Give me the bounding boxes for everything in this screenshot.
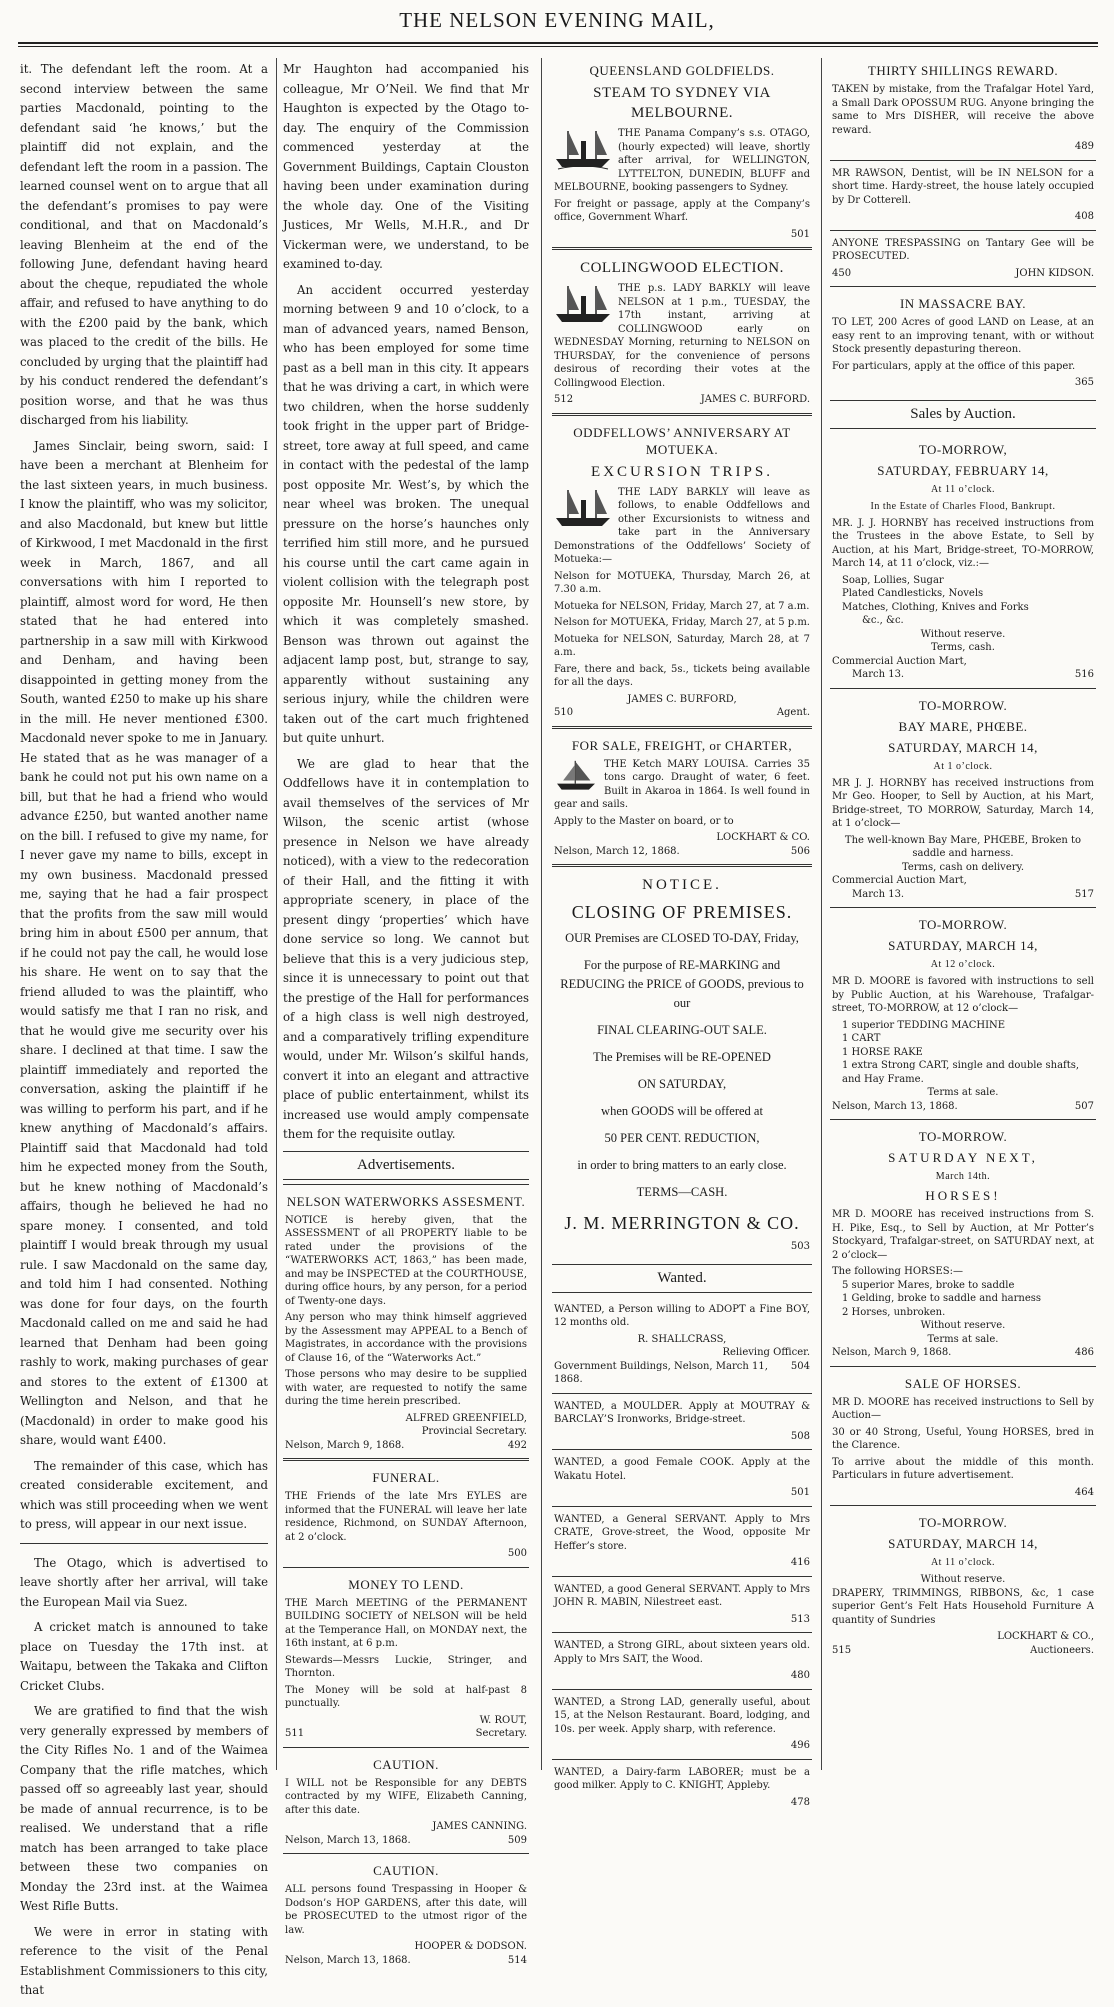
ad-signature-title: Agent. xyxy=(776,707,810,718)
column-3 xyxy=(552,60,812,1815)
masthead: THE NELSON EVENING MAIL, xyxy=(399,8,715,32)
notice-line: ON SATURDAY, xyxy=(637,1077,727,1091)
auction-terms: Terms, cash on delivery. xyxy=(901,861,1025,873)
auction-date: SATURDAY, FEBRUARY 14, xyxy=(877,462,1049,478)
ad-signature: J. M. MERRINGTON & CO. xyxy=(564,1213,800,1233)
mary-louisa-ad xyxy=(552,726,812,865)
ad-title: NELSON WATERWORKS ASSESMENT. xyxy=(286,1193,526,1209)
ad-title: NOTICE. xyxy=(642,877,722,893)
auction-item: 1 Gelding, broke to saddle and harness xyxy=(842,1293,1041,1304)
auction-item: 2 Horses, unbroken. xyxy=(842,1306,946,1318)
ad-body: 30 or 40 Strong, Useful, Young HORSES, bred in the Clarence. xyxy=(832,1426,1094,1451)
ad-number: 504 xyxy=(790,1360,810,1372)
auction-item: 1 HORSE RAKE xyxy=(842,1046,923,1058)
ad-body: For freight or passage, apply at the Company’s office, Government Wharf. xyxy=(554,198,810,223)
ad-body: THE March MEETING of the PERMANENT BUILDING SOCIETY of NELSON will be held at the Temperance Hall, on MONDAY next, the 16th instant, at 6 p.m. xyxy=(285,1597,527,1649)
auction-lead: The following HORSES:— xyxy=(832,1266,963,1277)
wanted-ad xyxy=(552,1449,812,1506)
ad-body: MR J. J. HORNBY has received instructions from Mr Geo. Hooper, to Sell by Auction, at his Mart, Bridge-street, TO MORROW, Saturday, March 14, at 1 o’clock— xyxy=(832,777,1094,829)
ad-number: 516 xyxy=(1074,669,1094,680)
auction-title: HORSES! xyxy=(925,1188,1001,1203)
bay-mare-auction xyxy=(830,688,1096,908)
column-2 xyxy=(283,60,529,1973)
article-paragraph: An accident occurred yesterday morning between 9 and 10 o’clock, to a man of advanced years, named Benson, who has been employed for some time past as a bell man in this city. It appears that he was driving a cart, in which were two children, when the horse suddenly took fright in the upper part of Bridge-street, tore away at full speed, and came in contact with the pedestal of the lamp post opposite Mr. West’s, by which the near wheel was broken. The unequal pressure on the horse’s haunches only terrified him still more, and he pursued his course until the cart came again in violent collision with the telegraph post opposite Mr. Hounsell’s new store, by which it was completely smashed. Benson was thrown out against the adjacent lamp post, but, strange to say, apparently without sustaining any serious injury, while the children were taken out of the cart much frightened but quite unhurt. xyxy=(283,282,529,745)
ad-signature: JAMES C. BURFORD, xyxy=(627,693,737,705)
caution-hooper-ad xyxy=(283,1853,529,1973)
money-to-lend-ad xyxy=(283,1567,529,1747)
ad-number: 501 xyxy=(790,1487,810,1498)
auction-reserve: Without reserve. xyxy=(920,1574,1006,1585)
auction-terms: Terms at sale. xyxy=(927,1087,999,1098)
auction-item: 1 extra Strong CART, single and double shafts, and Hay Frame. xyxy=(842,1060,1080,1085)
trespass-ad xyxy=(830,230,1096,287)
sale-of-horses-ad xyxy=(830,1366,1096,1506)
ad-signature: LOCKHART & CO. xyxy=(716,832,810,843)
notice-line: The Premises will be RE-OPENED xyxy=(593,1050,771,1064)
column-separator xyxy=(541,58,542,1770)
ad-body: WANTED, a Person willing to ADOPT a Fine BOY, 12 months old. xyxy=(554,1303,810,1328)
ad-subtitle: EXCURSION TRIPS. xyxy=(591,463,773,480)
auction-date: SATURDAY, MARCH 14, xyxy=(888,1536,1038,1551)
ad-number: 489 xyxy=(1074,141,1094,152)
news-paragraph: The Otago, which is advertised to leave shortly after her arrival, will take the European Mail via Suez. xyxy=(20,1555,268,1609)
ad-signature-title: Secretary. xyxy=(475,1728,527,1739)
ad-date: Nelson, March 12, 1868. xyxy=(554,845,680,857)
ad-body: Apply to the Master on board, or to xyxy=(554,815,734,827)
auction-title: BAY MARE, PHŒBE. xyxy=(898,718,1028,734)
auction-day: TO-MORROW. xyxy=(918,1515,1008,1530)
masthead-rule-thin xyxy=(18,46,1098,47)
ad-date: March 13. xyxy=(852,669,905,680)
notice-line: 50 PER CENT. REDUCTION, xyxy=(604,1131,760,1145)
auction-time: At 11 o’clock. xyxy=(930,1557,996,1568)
ad-title: THIRTY SHILLINGS REWARD. xyxy=(867,63,1059,78)
ad-number: 512 xyxy=(554,394,574,405)
ad-number: 507 xyxy=(1074,1100,1094,1112)
ad-number: 501 xyxy=(790,228,810,240)
column-separator xyxy=(821,58,822,1770)
column-separator xyxy=(276,58,277,1770)
wanted-heading: Wanted. xyxy=(552,1264,812,1293)
ad-date: Nelson, March 13, 1868. xyxy=(832,1100,958,1112)
ad-body: To arrive about the middle of this month. Particulars in future advertisement. xyxy=(832,1456,1094,1481)
wanted-ad xyxy=(552,1576,812,1633)
ad-signature: JAMES CANNING. xyxy=(432,1821,527,1832)
oddfellows-ad xyxy=(552,413,812,726)
thirty-shillings-ad xyxy=(830,62,1096,160)
notice-line: when GOODS will be offered at xyxy=(601,1104,763,1118)
auction-item: Soap, Lollies, Sugar xyxy=(842,574,944,586)
ad-headline: CLOSING OF PREMISES. xyxy=(571,902,793,922)
auction-date-short: March 14th. xyxy=(935,1171,991,1182)
auction-day: TO-MORROW. xyxy=(918,1129,1008,1144)
article-paragraph: The remainder of this case, which has created considerable excitement, and which was still proceeding when we went to press, will appear in our next issue. xyxy=(20,1458,268,1531)
ad-signature: JOHN KIDSON. xyxy=(1015,267,1094,279)
notice-line: For the purpose of RE-MARKING and REDUCING the PRICE of GOODS, previous to our xyxy=(560,958,804,1010)
ad-body: WANTED, a good General SERVANT. Apply to Mrs JOHN R. MABIN, Nilestreet east. xyxy=(554,1583,810,1608)
column-4 xyxy=(830,60,1096,1663)
ad-body: The Money will be sold at half-past 8 punctually. xyxy=(285,1684,527,1709)
ad-title: MONEY TO LEND. xyxy=(348,1576,464,1592)
wanted-ad xyxy=(552,1393,812,1450)
ad-number: 514 xyxy=(507,1954,527,1966)
ad-number: 408 xyxy=(1074,211,1094,222)
auction-item: Plated Candlesticks, Novels xyxy=(842,588,984,599)
ad-signature: HOOPER & DODSON. xyxy=(414,1941,527,1952)
wanted-ad xyxy=(552,1759,812,1816)
ad-body: TO LET, 200 Acres of good LAND on Lease, at an easy rent to an improving tenant, with or without Stock presently depasturing thereon. xyxy=(832,317,1094,355)
ad-body: TAKEN by mistake, from the Trafalgar Hotel Yard, a Small Dark OPOSSUM RUG. Anyone bringing the same to Mrs DISHER, will receive the above reward. xyxy=(832,84,1094,136)
ad-body: MR D. MOORE has received instructions to Sell by Auction— xyxy=(832,1396,1094,1421)
ad-body: MR D. MOORE has received instructions from S. H. Pike, Esq., to Sell by Auction, at Mr Potter’s Stockyard, Trafalgar-street, on SATURDAY next, at 2 o’clock— xyxy=(832,1209,1094,1261)
notice-line: FINAL CLEARING-OUT SALE. xyxy=(597,1023,767,1037)
funeral-ad xyxy=(283,1458,529,1567)
auction-item: 1 superior TEDDING MACHINE xyxy=(842,1019,1006,1031)
ad-title: CAUTION. xyxy=(373,1863,439,1878)
rawson-ad xyxy=(830,160,1096,230)
ad-number: 515 xyxy=(832,1644,852,1656)
drapery-auction xyxy=(830,1505,1096,1663)
ad-number: 517 xyxy=(1074,888,1094,900)
collingwood-ad xyxy=(552,247,812,413)
auction-item: The well-known Bay Mare, PHŒBE, Broken to saddle and harness. xyxy=(844,834,1082,859)
ad-body: THE p.s. LADY BARKLY will leave NELSON at 1 p.m., TUESDAY, the 17th instant, arriving at COLLINGWOOD early on WEDNESDAY Morning, returning to NELSON on THURSDAY, for the convenience of persons desirous of recording their votes at the Collingwood Election. xyxy=(554,283,810,389)
ad-title: CAUTION. xyxy=(373,1756,439,1772)
auction-day: TO-MORROW. xyxy=(918,697,1008,713)
flood-estate-auction xyxy=(830,433,1096,688)
sales-by-auction-heading: Sales by Auction. xyxy=(830,400,1096,429)
masthead-rule xyxy=(18,42,1098,44)
news-paragraph: We were in error in stating with reference to the visit of the Penal Establishment Commissioners to this city, that xyxy=(20,1924,268,1997)
steamship-icon xyxy=(554,282,612,326)
ad-title: SALE OF HORSES. xyxy=(904,1375,1022,1391)
steamship-icon xyxy=(554,486,612,530)
ad-number: 496 xyxy=(790,1740,810,1751)
ad-signature: R. SHALLCRASS, xyxy=(637,1333,727,1345)
article-divider xyxy=(20,1543,268,1544)
ad-date: Nelson, March 9, 1868. xyxy=(285,1439,405,1451)
ad-title: IN MASSACRE BAY. xyxy=(899,296,1027,311)
notice-line: TERMS—CASH. xyxy=(636,1185,728,1199)
wanted-ad xyxy=(552,1506,812,1576)
ad-signature: W. ROUT, xyxy=(479,1714,527,1726)
ad-number: 506 xyxy=(790,845,810,857)
ad-body: Fare, there and back, 5s., tickets being available for all the days. xyxy=(554,663,810,688)
auction-day: TO-MORROW, xyxy=(918,441,1008,457)
ad-body: For particulars, apply at the office of this paper. xyxy=(832,360,1076,372)
article-paragraph: Mr Haughton had accompanied his colleague, Mr O’Neil. We find that Mr Haughton is expected by the Otago to-day. The enquiry of the Commission commenced yesterday at the Government Buildings, Captain Clouston having been under examination during the whole day. One of the Visiting Justices, Mr Wells, M.H.R., and Dr Vickerman were, we understand, to be examined to-day. xyxy=(283,62,529,271)
ad-signature-title: Relieving Officer. xyxy=(722,1347,810,1358)
wanted-ad xyxy=(552,1689,812,1759)
auction-terms: Terms, cash. xyxy=(931,642,995,653)
ad-number: 416 xyxy=(790,1557,810,1568)
advertisements-heading: Advertisements. xyxy=(283,1151,529,1180)
ad-number: 365 xyxy=(1074,377,1094,388)
ad-body: WANTED, a good Female COOK. Apply at the Wakatu Hotel. xyxy=(554,1457,810,1482)
auction-date: SATURDAY NEXT, xyxy=(888,1150,1038,1165)
auction-item: Matches, Clothing, Knives and Forks xyxy=(842,601,1029,613)
ad-number: 509 xyxy=(507,1834,527,1846)
ad-body: WANTED, a Strong GIRL, about sixteen years old. Apply to Mrs SAIT, the Wood. xyxy=(554,1640,810,1665)
ad-body: I WILL not be Responsible for any DEBTS contracted by my WIFE, Elizabeth Canning, after this date. xyxy=(285,1777,527,1816)
wanted-ad xyxy=(552,1297,812,1393)
ad-body: Those persons who may desire to be supplied with water, are requested to notify the same during the time herein prescribed. xyxy=(285,1369,527,1407)
news-paragraph: We are gratified to find that the wish very generally expressed by members of the City Rifles No. 1 and of the Waimea Company that the rifle matches, which passed off so agreeably last year, should be made of annual recurrence, is to be realised. We understand that a rifle match has been arranged to take place between these two companies on Monday the 23rd inst. at the Waimea West Rifle Butts. xyxy=(20,1704,268,1913)
ad-number: 511 xyxy=(285,1728,305,1739)
news-paragraph: A cricket match is announed to take place on Tuesday the 17th inst. at Waitapu, between the Takaka and Clifton Cricket Clubs. xyxy=(20,1620,268,1693)
ad-title: FUNERAL. xyxy=(372,1470,440,1485)
ad-body: THE Panama Company’s s.s. OTAGO, (hourly expected) will leave, shortly after arrival, for WELLINGTON, LYTTELTON, DUNEDIN, BLUFF and MELBOURNE, booking passengers to Sydney. xyxy=(554,128,810,193)
auction-time: At 11 o’clock. xyxy=(930,483,996,495)
ad-title: COLLINGWOOD ELECTION. xyxy=(580,260,784,276)
sailing-ship-icon xyxy=(554,758,598,794)
ad-date: Nelson, March 13, 1868. xyxy=(285,1834,411,1846)
ad-signature-title: Provincial Secretary. xyxy=(421,1426,527,1437)
trip-line: Nelson for MOTUEKA, Friday, March 27, at 5 p.m. xyxy=(554,617,810,628)
caution-canning-ad xyxy=(283,1747,529,1854)
ad-title: ODDFELLOWS’ ANNIVERSARY AT MOTUEKA. xyxy=(573,424,791,457)
ad-number: 464 xyxy=(1074,1486,1094,1498)
ad-signature: LOCKHART & CO., xyxy=(997,1631,1094,1642)
ad-number: 510 xyxy=(554,707,574,718)
ad-body: MR RAWSON, Dentist, will be IN NELSON for a short time. Hardy-street, the house lately occupied by Dr Cotterell. xyxy=(832,167,1094,206)
ad-number: 508 xyxy=(790,1430,810,1442)
ad-body: MR D. MOORE is favored with instructions to sell by Public Auction, at his Warehouse, Trafalgar-street, TO-MORROW, at 12 o’clock— xyxy=(832,976,1094,1014)
article-paragraph: it. The defendant left the room. At a second interview between the same parties Macdonald, pointing to the defendant said ‘he knows,’ but the plaintiff did not explain, and the defendant left the room in a passion. The learned counsel went on to argue that all the defendant’s promises to pay were conditional, and that on Macdonald’s leaving Blenheim at the end of the following June, defendant having heard about the cheque, repudiated the whole affair, and refused to have anything to do with the £200 paid by the bank, which was placed to the credit of the bills. He concluded by urging that the plaintiff had by his conduct rendered the defendant’s position worse, and that he was thus discharged from his liability. xyxy=(20,62,268,427)
wanted-ad xyxy=(552,1632,812,1689)
ad-body: NOTICE is hereby given, that the ASSESSMENT of all PROPERTY liable to be rated under the provisions of the “WATERWORKS ACT, 1863,” has been made, and may be INSPECTED at the COURTHOUSE, during office hours, by any person, for a period of Twenty-one days. xyxy=(285,1214,527,1307)
auction-estate: In the Estate of Charles Flood, Bankrupt. xyxy=(870,500,1056,512)
auction-day: TO-MORROW. xyxy=(918,917,1008,932)
notice-line: in order to bring matters to an early close. xyxy=(577,1158,787,1172)
ad-body: Any person who may think himself aggrieved by the Assessment may APPEAL to a Bench of Magistrates, in accordance with the provisions of Clause 16, of the “Waterworks Act.” xyxy=(285,1312,527,1364)
ad-title: FOR SALE, FREIGHT, or CHARTER, xyxy=(571,737,793,753)
ad-subtitle: STEAM TO SYDNEY VIA MELBOURNE. xyxy=(593,85,771,121)
ad-number: 492 xyxy=(507,1439,527,1451)
ad-body: THE Ketch MARY LOUISA. Carries 35 tons cargo. Draught of water, 6 feet. Built in Akaroa in 1864. Is well found in gear and sails. xyxy=(554,758,810,810)
auction-item: 5 superior Mares, broke to saddle xyxy=(842,1279,1015,1291)
article-paragraph: James Sinclair, being sworn, said: I have been a merchant at Blenheim for the last sixteen years, in much business. I know the plaintiff, who was my solicitor, and also Macdonald, but knew but little of Kirkwood, I met Macdonald in the first week in March, 1867, and all conversations with him I reported to plaintiff, almost word for word, He then stated that he had entered into partnership in a saw mill with Kirkwood and Denham, and having been disappointed in getting money from the South, wanted £250 to make up his share in the mill. He never mentioned £300. Macdonald never spoke to me in January. He stated that as he was manager of a bank he could not put his own name on a bill, but that he had a friend who would advance £250, but wanted another name on the bill. I refused to give my name, for I never gave my name to bills, except in my own business. Macdonald pressed me, saying that he had a fair prospect that the profits from the saw mill would bring him in about £500 per annum, that if he could not pay the call, he would lose his share. He went on to say that the friend alluded to was the plaintiff, who would satisfy me that I ran no risk, and that he would give me security over his share. I declined at that time. I saw the plaintiff immediately and reported the conversation, asking the plaintiff if he was willing to perform his part, and if he knew anything of Macdonald’s affairs. Plaintiff said that Macdonald had told him he expected money from the South, but he knew nothing of Macdonald’s affairs, though he believed he had no spare money. I consented, and told plaintiff I would break through my usual rule. I saw Macdonald on the same day, and told him I had consented. Nothing was done for four days, on the fourth Macdonald called on me and said he had learned that Denham had been going rashly to work, making purchases of gear and stores to the extent of £1300 at Wellington and Nelson, and that he (Macdonald) in order to make good his share, would want £400. xyxy=(20,438,268,1447)
notice-line: OUR Premises are CLOSED TO-DAY, Friday, xyxy=(565,931,799,945)
ad-number: 500 xyxy=(507,1548,527,1559)
auction-date: SATURDAY, MARCH 14, xyxy=(888,739,1038,755)
ad-number: 450 xyxy=(832,267,852,279)
auction-mart: Commercial Auction Mart, xyxy=(832,655,967,667)
ad-number: 503 xyxy=(790,1241,810,1252)
ad-signature: JAMES C. BURFORD. xyxy=(700,394,810,405)
ad-signature: ALFRED GREENFIELD, xyxy=(405,1412,527,1424)
auction-time: At 12 o’clock. xyxy=(930,959,996,970)
ad-body: WANTED, a Strong LAD, generally useful, about 15, at the Nelson Restaurant. Board, lodging, and 10s. per week. Apply sharp, with reference. xyxy=(554,1696,810,1735)
ad-date: March 13. xyxy=(852,888,905,900)
auction-date: SATURDAY, MARCH 14, xyxy=(888,938,1038,953)
ad-number: 480 xyxy=(790,1670,810,1681)
column-1 xyxy=(20,60,268,2007)
moore-machinery-auction xyxy=(830,907,1096,1119)
massacre-bay-ad xyxy=(830,286,1096,396)
ad-number: 513 xyxy=(790,1613,810,1625)
ad-signature-title: Auctioneers. xyxy=(1030,1644,1094,1656)
ad-body: WANTED, a Dairy-farm LABORER; must be a good milker. Apply to C. KNIGHT, Appleby. xyxy=(554,1766,810,1791)
ad-date: Nelson, March 9, 1868. xyxy=(832,1347,952,1358)
ad-body: THE Friends of the late Mrs EYLES are informed that the FUNERAL will leave her late residence, Richmond, on SUNDAY Afternoon, at 2 o’clock. xyxy=(285,1491,527,1543)
ad-number: 486 xyxy=(1074,1347,1094,1358)
trip-line: Nelson for MOTUEKA, Thursday, March 26, at 7.30 a.m. xyxy=(554,570,810,595)
horses-auction xyxy=(830,1119,1096,1366)
ad-body: Stewards—Messrs Luckie, Stringer, and Thornton. xyxy=(285,1654,527,1679)
queensland-ad xyxy=(552,62,812,247)
ad-date: Government Buildings, Nelson, March 11, 1868. xyxy=(554,1360,768,1385)
article-paragraph: We are glad to hear that the Oddfellows have it in contemplation to avail themselves of the services of Mr Wilson, the scenic artist (whose presence in Nelson we have already noticed), with a view to the redecoration of their Hall, and the fitting it with appropriate scenery, in place of the present dingy ‘properties’ which have done service so long. We cannot but believe that this is a very judicious step, since it is unnecessary to point out that the prestige of the Hall for performances of a high class is well nigh destroyed, and a comparatively trifling expenditure would, under Mr. Wilson’s skilful hands, convert it into an elegant and attractive place of public entertainment, whilst its increased use would amply compensate them for the requisite outlay. xyxy=(283,756,529,1141)
waterworks-ad xyxy=(283,1184,529,1459)
ad-body: THE LADY BARKLY will leave as follows, to enable Oddfellows and other Excursionists to witness and take part in the Anniversary Demonstrations of the Oddfellows’ Society of Motueka:— xyxy=(554,486,810,565)
auction-item: 1 CART xyxy=(842,1033,881,1044)
ad-body: WANTED, a MOULDER. Apply at MOUTRAY & BARCLAY’S Ironworks, Bridge-street. xyxy=(554,1400,810,1425)
auction-reserve: Without reserve. xyxy=(920,1320,1006,1331)
auction-item: &c., &c. xyxy=(862,615,904,626)
auction-mart: Commercial Auction Mart, xyxy=(832,875,967,886)
auction-terms: Terms at sale. xyxy=(927,1333,999,1345)
trip-line: Motueka for NELSON, Friday, March 27, at 7 a.m. xyxy=(554,600,810,612)
auction-time: At 1 o’clock. xyxy=(933,760,993,772)
ad-body: ALL persons found Trespassing in Hooper & Dodson’s HOP GARDENS, after this date, will be PROSECUTED to the utmost rigor of the law. xyxy=(285,1884,527,1936)
ad-body: MR. J. J. HORNBY has received instructions from the Trustees in the above Estate, to Sell by Auction, at his Mart, Bridge-street, TO-MORROW, March 14, at 11 o’clock, viz.:— xyxy=(832,517,1094,569)
ad-date: Nelson, March 13, 1868. xyxy=(285,1954,411,1966)
closing-notice-ad xyxy=(552,864,812,1260)
steamship-icon xyxy=(554,127,612,171)
ad-title: QUEENSLAND GOLDFIELDS. xyxy=(589,63,775,78)
ad-body: ANYONE TRESPASSING on Tantary Gee will be PROSECUTED. xyxy=(832,237,1094,262)
ad-body: DRAPERY, TRIMMINGS, RIBBONS, &c, 1 case superior Gent’s Felt Hats Household Furniture A quantity of Sundries xyxy=(832,1587,1094,1626)
trip-line: Motueka for NELSON, Saturday, March 28, at 7 a.m. xyxy=(554,633,810,658)
auction-reserve: Without reserve. xyxy=(920,628,1006,640)
ad-number: 478 xyxy=(790,1796,810,1808)
ad-body: WANTED, a General SERVANT. Apply to Mrs CRATE, Grove-street, the Wood, opposite Mr Heffer’s store. xyxy=(554,1513,810,1552)
